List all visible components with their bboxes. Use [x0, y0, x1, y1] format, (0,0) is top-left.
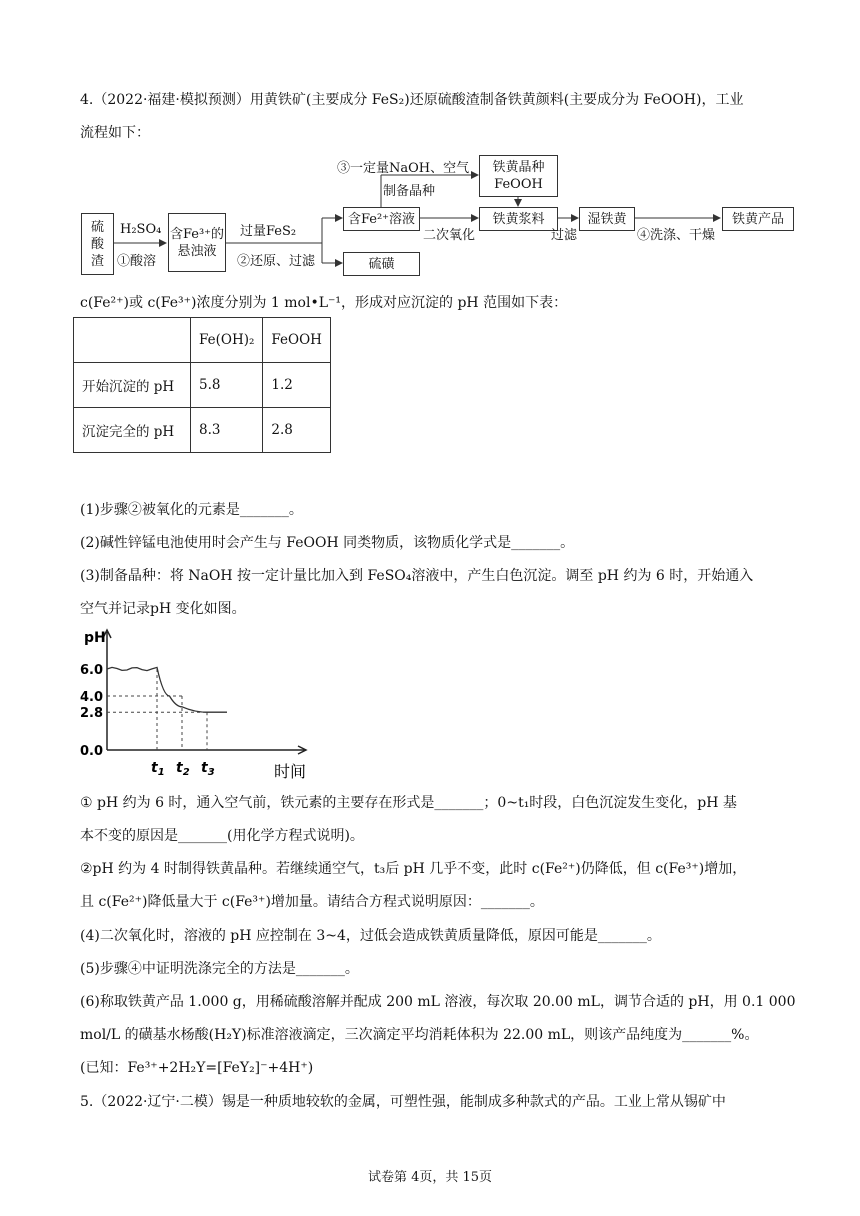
seed-step-label: 制备晶种 [383, 184, 436, 199]
question-6-note: (已知：Fe³⁺+2H₂Y=[FeY₂]⁻+4H⁺) [80, 1060, 314, 1076]
question-1: (1)步骤②被氧化的元素是_______。 [80, 502, 303, 518]
question-2: (2)碱性锌锰电池使用时会产生与 FeOOH 同类物质，该物质化学式是_______。 [80, 535, 575, 551]
suspension-box: 含Fe³⁺的 悬浊液 [168, 213, 226, 272]
table-row [74, 363, 331, 408]
question-3-2-line1: ②pH 约为 4 时制得铁黄晶种。若继续通空气，t₃后 pH 几乎不变，此时 c(Fe²⁺)仍降低，但 c(Fe³⁺)增加， [80, 861, 747, 877]
x-tick-label: $t_1$ [151, 760, 165, 778]
q5-line1: 5.（2022·辽宁·二模）锡是一种质地较软的金属，可塑性强，能制成多种款式的产品。工业上常从锡矿中 [80, 1094, 726, 1110]
table-header-row [74, 318, 331, 363]
oxidation-label: 二次氧化 [423, 228, 476, 243]
question-5: (5)步骤④中证明洗涤完全的方法是_______。 [80, 961, 359, 977]
q4-line2: 流程如下： [80, 125, 150, 141]
step2-label: ②还原、过滤 [237, 254, 316, 269]
question-3-1-line1: ① pH 约为 6 时，通入空气前，铁元素的主要存在形式是_______；0~t₁时段，白色沉淀发生变化，pH 基 [80, 795, 737, 811]
seed-crystal-box: 铁黄晶种 FeOOH [479, 155, 558, 197]
step1-reagent-label: H₂SO₄ [120, 222, 162, 237]
step1-label: ①酸溶 [117, 254, 157, 269]
ph-curve [107, 667, 227, 712]
question-4: (4)二次氧化时，溶液的 pH 应控制在 3~4，过低会造成铁黄质量降低，原因可能是_______。 [80, 928, 661, 944]
question-3-line2: 空气并记录pH 变化如图。 [80, 601, 246, 617]
x-axis-label: 时间 [274, 762, 307, 781]
question-3-1-line2: 本不变的原因是_______(用化学方程式说明)。 [80, 828, 364, 844]
y-axis-label: pH [84, 630, 106, 646]
wash-dry-label: ④洗涤、干燥 [637, 228, 716, 243]
x-tick-label: $t_2$ [176, 760, 190, 778]
sulfur-box: 硫磺 [343, 252, 420, 276]
y-tick-label: 4.0 [80, 690, 104, 705]
x-tick-label: $t_3$ [201, 760, 215, 778]
ph-time-chart [78, 626, 318, 786]
table-header-cell: Fe(OH)₂ [191, 318, 263, 363]
table-cell: 1.2 [263, 363, 331, 408]
table-header-cell [74, 318, 191, 363]
table-cell: 8.3 [191, 408, 263, 453]
final-product-box: 铁黄产品 [722, 207, 794, 231]
step2-reagent-label: 过量FeS₂ [240, 224, 297, 239]
q4-line1: 4.（2022·福建·模拟预测）用黄铁矿(主要成分 FeS₂)还原硫酸渣制备铁黄颜料(主要成分为 FeOOH)，工业 [80, 92, 744, 108]
wet-product-box: 湿铁黄 [579, 207, 635, 231]
seed-reagent-label: ③一定量NaOH、空气 [337, 161, 470, 176]
question-6-line1: (6)称取铁黄产品 1.000 g，用稀硫酸溶解并配成 200 mL 溶液，每次取 20.00 mL，调节合适的 pH，用 0.1 000 [80, 994, 796, 1010]
precipitation-ph-table [73, 317, 331, 453]
fe2-solution-box: 含Fe²⁺溶液 [343, 207, 420, 231]
page-footer: 试卷第 4页，共 15页 [367, 1170, 493, 1185]
slurry-box: 铁黄浆料 [479, 207, 558, 231]
table-cell: 5.8 [191, 363, 263, 408]
filter-label: 过滤 [551, 228, 578, 243]
y-tick-label: 6.0 [80, 663, 104, 678]
question-3-2-line2: 且 c(Fe²⁺)降低量大于 c(Fe³⁺)增加量。请结合方程式说明原因：_______。 [80, 894, 544, 910]
table-row [74, 408, 331, 453]
y-tick-label: 2.8 [80, 706, 104, 722]
table-cell: 2.8 [263, 408, 331, 453]
table-cell: 开始沉淀的 pH [74, 363, 191, 408]
y-tick-label: 0.0 [80, 744, 104, 759]
question-6-line2: mol/L 的磺基水杨酸(H₂Y)标准溶液滴定，三次滴定平均消耗体积为 22.00 mL，则该产品纯度为_______%。 [80, 1027, 759, 1043]
table-header-cell: FeOOH [263, 318, 331, 363]
question-3-line1: (3)制备晶种：将 NaOH 按一定计量比加入到 FeSO₄溶液中，产生白色沉淀。调至 pH 约为 6 时，开始通入 [80, 568, 754, 584]
raw-material-box: 硫 酸 渣 [81, 213, 114, 275]
table-intro: c(Fe²⁺)或 c(Fe³⁺)浓度分别为 1 mol•L⁻¹，形成对应沉淀的 pH 范围如下表： [80, 295, 568, 311]
table-cell: 沉淀完全的 pH [74, 408, 191, 453]
flow-arrows [0, 0, 860, 290]
